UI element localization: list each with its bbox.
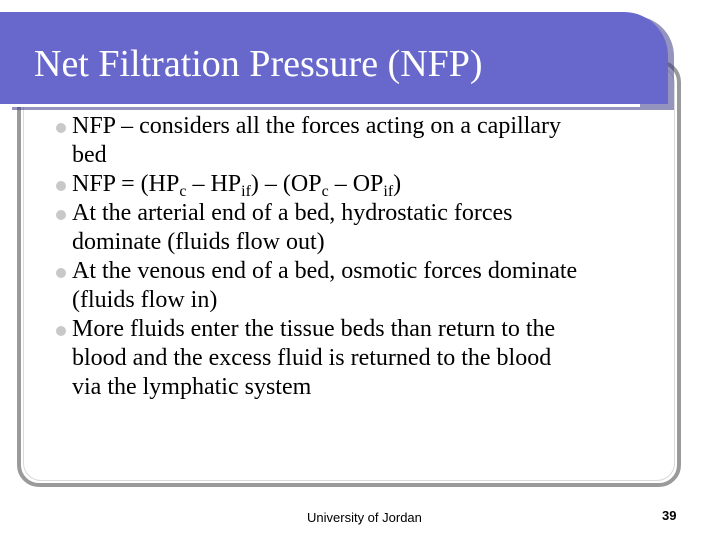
formula-subscript: c: [179, 183, 187, 200]
formula-part: – OP: [328, 171, 384, 197]
bullet-item: [56, 315, 676, 402]
formula-subscript: if: [241, 183, 251, 200]
bullet-line: NFP – considers all the forces acting on a capillary: [72, 113, 561, 139]
slide-footer: University of Jordan: [307, 510, 422, 525]
nfp-formula: [72, 170, 676, 199]
title-bar: [0, 12, 668, 104]
formula-subscript: c: [321, 183, 329, 200]
formula-part: – HP: [186, 171, 242, 197]
bullet-line: More fluids enter the tissue beds than return to the: [72, 316, 556, 342]
bullet-item: [56, 112, 676, 170]
bullet-item-formula: [56, 170, 676, 199]
formula-part: ) – (OP: [250, 171, 322, 197]
formula-part: NFP = (HP: [72, 171, 180, 197]
formula-subscript: if: [383, 183, 394, 200]
slide-title: Net Filtration Pressure (NFP): [34, 43, 483, 85]
formula-part: ): [393, 171, 402, 197]
bullet-dot-icon: [56, 181, 66, 191]
bullet-dot-icon: [56, 268, 66, 278]
bullet-line: bed: [72, 142, 107, 168]
bullet-line: via the lymphatic system: [72, 374, 312, 400]
bullet-dot-icon: [56, 326, 66, 336]
bullet-list: [56, 112, 676, 402]
bullet-line: blood and the excess fluid is returned to the blood: [72, 345, 552, 371]
title-underline: [0, 104, 640, 107]
bullet-line: At the venous end of a bed, osmotic forces dominate: [72, 258, 578, 284]
bullet-dot-icon: [56, 123, 66, 133]
bullet-line: At the arterial end of a bed, hydrostatic forces: [72, 200, 513, 226]
bullet-line: dominate (fluids flow out): [72, 229, 325, 255]
page-number: 39: [662, 508, 677, 523]
bullet-dot-icon: [56, 210, 66, 220]
bullet-line: (fluids flow in): [72, 287, 218, 313]
bullet-item: [56, 257, 676, 315]
bullet-item: [56, 199, 676, 257]
